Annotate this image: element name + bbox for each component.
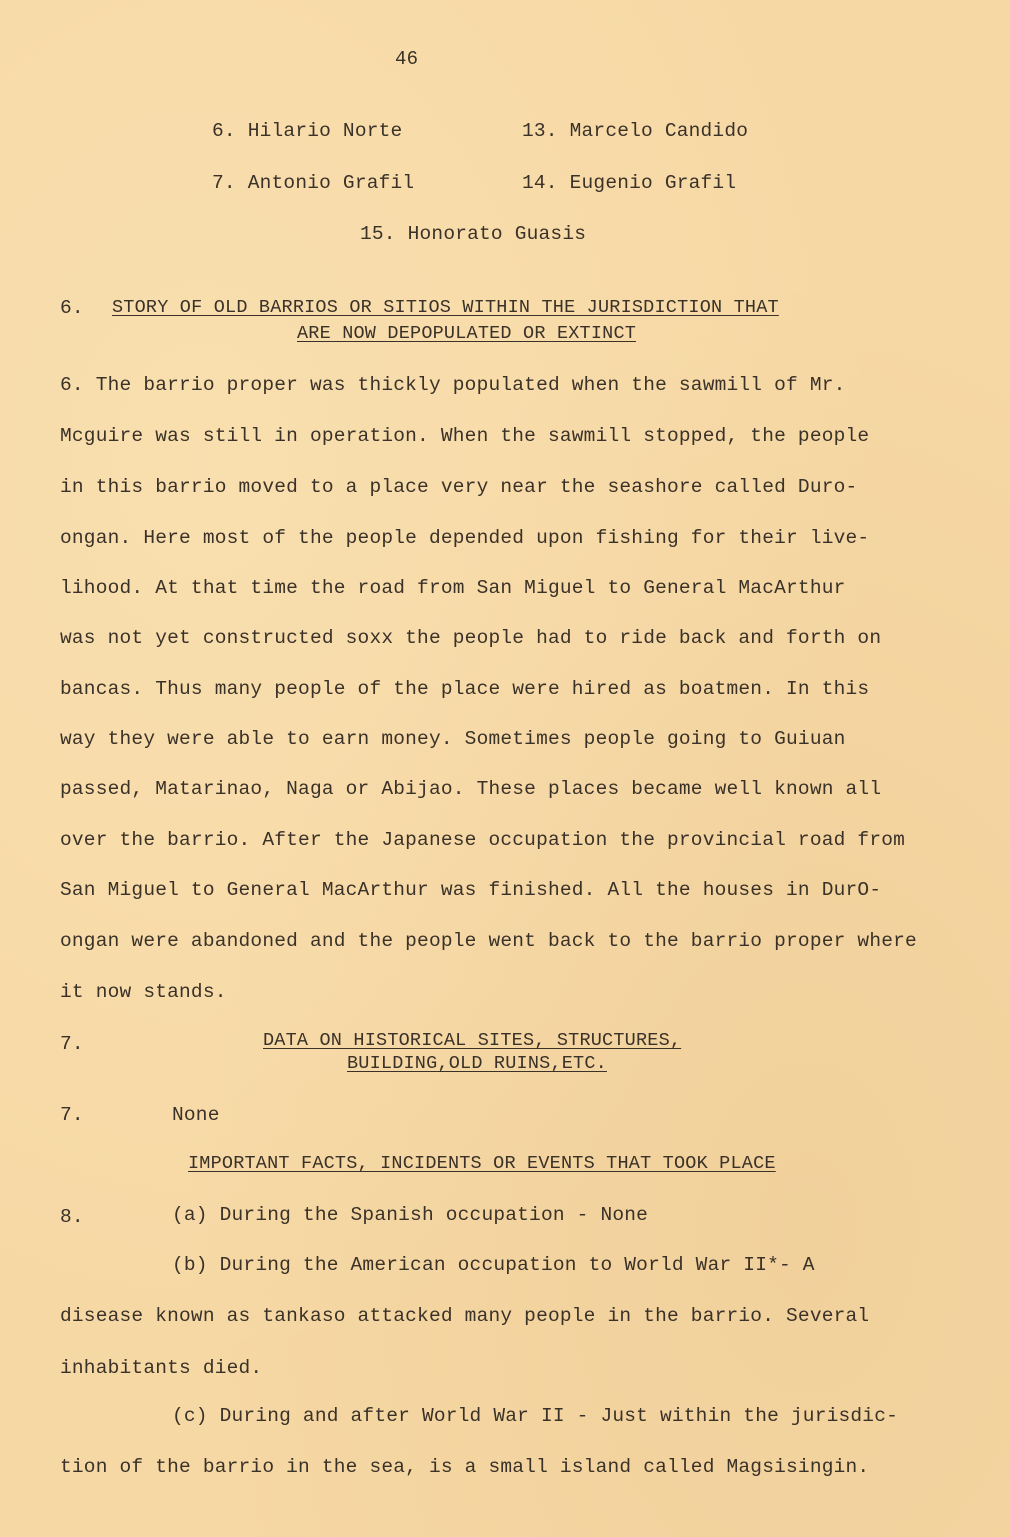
section-heading: IMPORTANT FACTS, INCIDENTS OR EVENTS THAT TOOK PLACE <box>188 1153 776 1174</box>
section-heading: BUILDING,OLD RUINS,ETC. <box>347 1053 607 1074</box>
body-line: Mcguire was still in operation. When the sawmill stopped, the people <box>60 425 870 447</box>
page-number: 46 <box>395 48 419 70</box>
body-line: San Miguel to General MacArthur was finished. All the houses in DurO- <box>60 879 882 901</box>
body-line: lihood. At that time the road from San Miguel to General MacArthur <box>60 577 846 599</box>
body-line: it now stands. <box>60 981 227 1003</box>
body-line: over the barrio. After the Japanese occupation the provincial road from <box>60 829 906 851</box>
informant-item: 7. Antonio Grafil <box>212 172 415 194</box>
section-number: 6. <box>60 297 84 319</box>
informant-item: 15. Honorato Guasis <box>360 223 587 245</box>
body-line: (a) During the Spanish occupation - None <box>172 1204 649 1226</box>
body-line: (b) During the American occupation to World War II*- A <box>172 1254 815 1276</box>
body-line: tion of the barrio in the sea, is a small island called Magsisingin. <box>60 1456 870 1478</box>
section-heading: ARE NOW DEPOPULATED OR EXTINCT <box>297 323 637 344</box>
body-line: disease known as tankaso attacked many people in the barrio. Several <box>60 1305 870 1327</box>
body-line: in this barrio moved to a place very near the seashore called Duro- <box>60 476 858 498</box>
body-line: inhabitants died. <box>60 1357 263 1379</box>
section-answer: None <box>172 1104 220 1126</box>
body-line: 6. The barrio proper was thickly populated when the sawmill of Mr. <box>60 374 846 396</box>
section-number: 7. <box>60 1104 84 1126</box>
body-line: ongan. Here most of the people depended upon fishing for their live- <box>60 527 870 549</box>
informant-item: 14. Eugenio Grafil <box>522 172 737 194</box>
body-line: way they were able to earn money. Sometimes people going to Guiuan <box>60 728 846 750</box>
body-line: passed, Matarinao, Naga or Abijao. These places became well known all <box>60 778 882 800</box>
section-number: 8. <box>60 1206 84 1228</box>
body-line: (c) During and after World War II - Just within the jurisdic- <box>172 1405 899 1427</box>
body-line: ongan were abandoned and the people went back to the barrio proper where <box>60 930 917 952</box>
body-line: was not yet constructed soxx the people had to ride back and forth on <box>60 627 882 649</box>
section-heading: STORY OF OLD BARRIOS OR SITIOS WITHIN THE JURISDICTION THAT <box>112 297 779 318</box>
body-line: bancas. Thus many people of the place were hired as boatmen. In this <box>60 678 870 700</box>
informant-item: 6. Hilario Norte <box>212 120 403 142</box>
informant-item: 13. Marcelo Candido <box>522 120 749 142</box>
section-number: 7. <box>60 1033 84 1055</box>
section-heading: DATA ON HISTORICAL SITES, STRUCTURES, <box>263 1030 682 1051</box>
